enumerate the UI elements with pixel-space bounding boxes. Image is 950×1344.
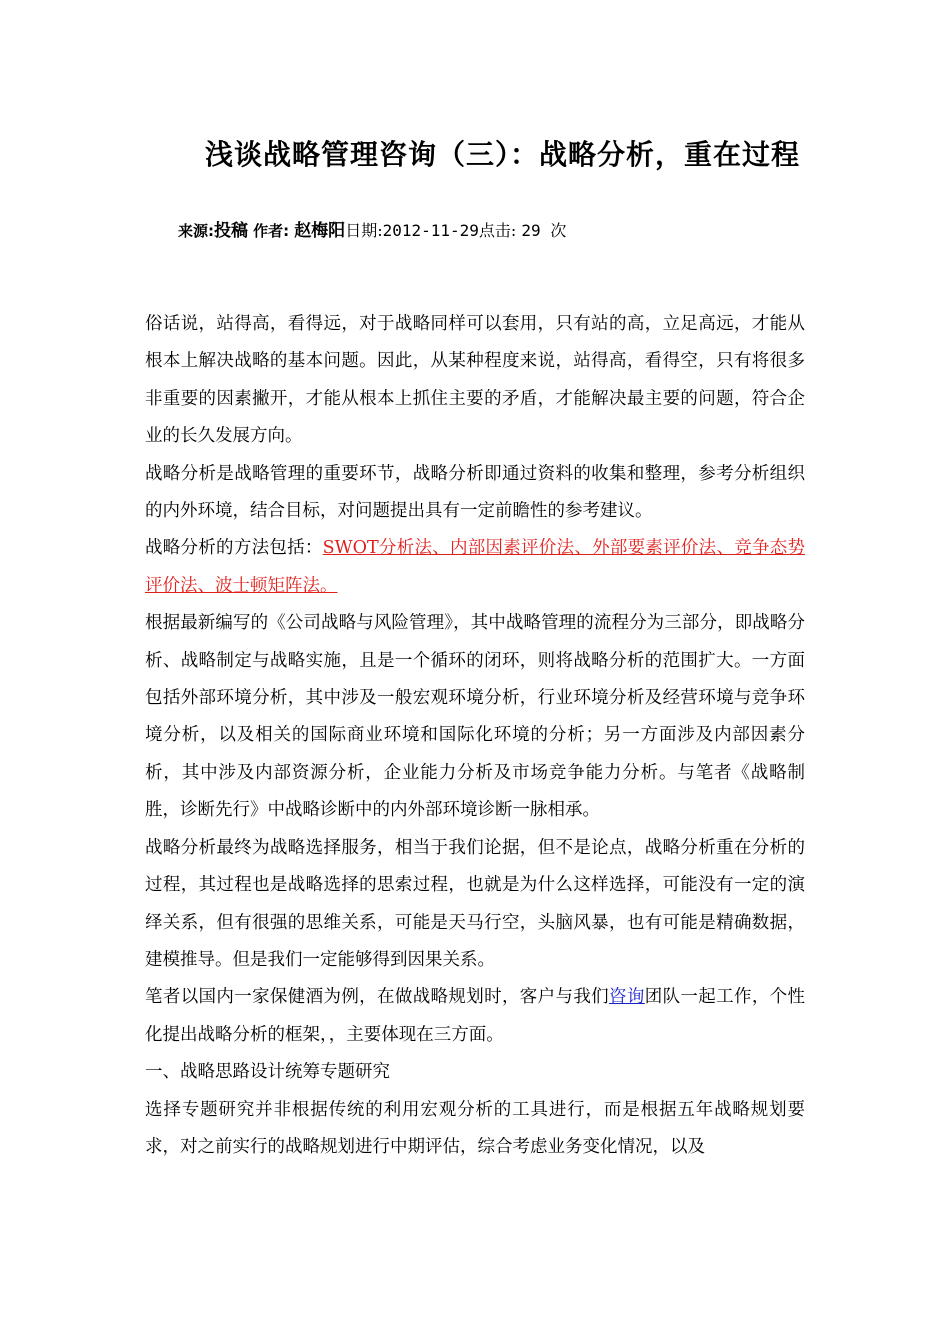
- source-value: 投稿: [214, 221, 248, 241]
- paragraph-example: [145, 979, 805, 1054]
- date-value: 2012-11-29: [382, 221, 479, 240]
- methods-list-link[interactable]: SWOT分析法、内部因素评价法、外部要素评价法、竞争态势评价法、波士顿矩阵法。: [145, 538, 806, 596]
- paragraph-purpose: 战略分析最终为战略选择服务，相当于我们论据，但不是论点，战略分析重在分析的过程，其过程也是战略选择的思索过程，也就是为什么这样选择，可能没有一定的演绎关系，但有很强的思维关系，可能是天马行空，头脑风暴，也有可能是精确数据，建模推导。但是我们一定能够得到因果关系。: [145, 837, 805, 970]
- source-label: 来源:: [178, 222, 214, 240]
- date-label: 日期:: [345, 221, 383, 240]
- paragraph-intro: 俗话说，站得高，看得远，对于战略同样可以套用，只有站的高，立足高远，才能从根本上解决战略的基本问题。因此，从某种程度来说，站得高，看得空，只有将很多非重要的因素撇开，才能从根本上抓住主要的矛盾，才能解决最主要的问题，符合企业的长久发展方向。: [145, 314, 805, 447]
- clicks-label: 点击:: [478, 221, 517, 240]
- article-meta: [178, 216, 566, 241]
- methods-prefix: 战略分析的方法包括：: [145, 538, 323, 559]
- article-body: [145, 306, 805, 1166]
- paragraph-methods: [145, 530, 805, 605]
- clicks-value: 29 次: [521, 221, 567, 240]
- author-label: 作者:: [253, 222, 290, 240]
- paragraph-definition: 战略分析是战略管理的重要环节，战略分析即通过资料的收集和整理，参考分析组织的内外环境，结合目标，对问题提出具有一定前瞻性的参考建议。: [145, 463, 805, 522]
- consulting-link[interactable]: 咨询: [609, 987, 645, 1008]
- section-heading-1: 一、战略思路设计统筹专题研究: [145, 1062, 390, 1083]
- paragraph-topic-research: 选择专题研究并非根据传统的利用宏观分析的工具进行，而是根据五年战略规划要求，对之前实行的战略规划进行中期评估，综合考虑业务变化情况，以及: [145, 1099, 805, 1157]
- example-text-before: 笔者以国内一家保健酒为例，在做战略规划时，客户与我们: [145, 987, 610, 1008]
- author-value: 赵梅阳: [294, 221, 346, 241]
- paragraph-process: 根据最新编写的《公司战略与风险管理》，其中战略管理的流程分为三部分，即战略分析、战略制定与战略实施，且是一个循环的闭环，则将战略分析的范围扩大。一方面包括外部环境分析，其中涉及一般宏观环境分析，行业环境分析及经营环境与竞争环境分析，以及相关的国际商业环境和国际化环境的分析；另一方面涉及内部因素分析，其中涉及内部资源分析，企业能力分析及市场竞争能力分析。与笔者《战略制胜，诊断先行》中战略诊断中的内外部环境诊断一脉相承。: [145, 613, 805, 821]
- article-title: 浅谈战略管理咨询（三）：战略分析，重在过程: [205, 138, 801, 171]
- example-text-after: 团队一起工作，个性化提出战略分析的框架，，主要体现在三方面。: [145, 987, 806, 1045]
